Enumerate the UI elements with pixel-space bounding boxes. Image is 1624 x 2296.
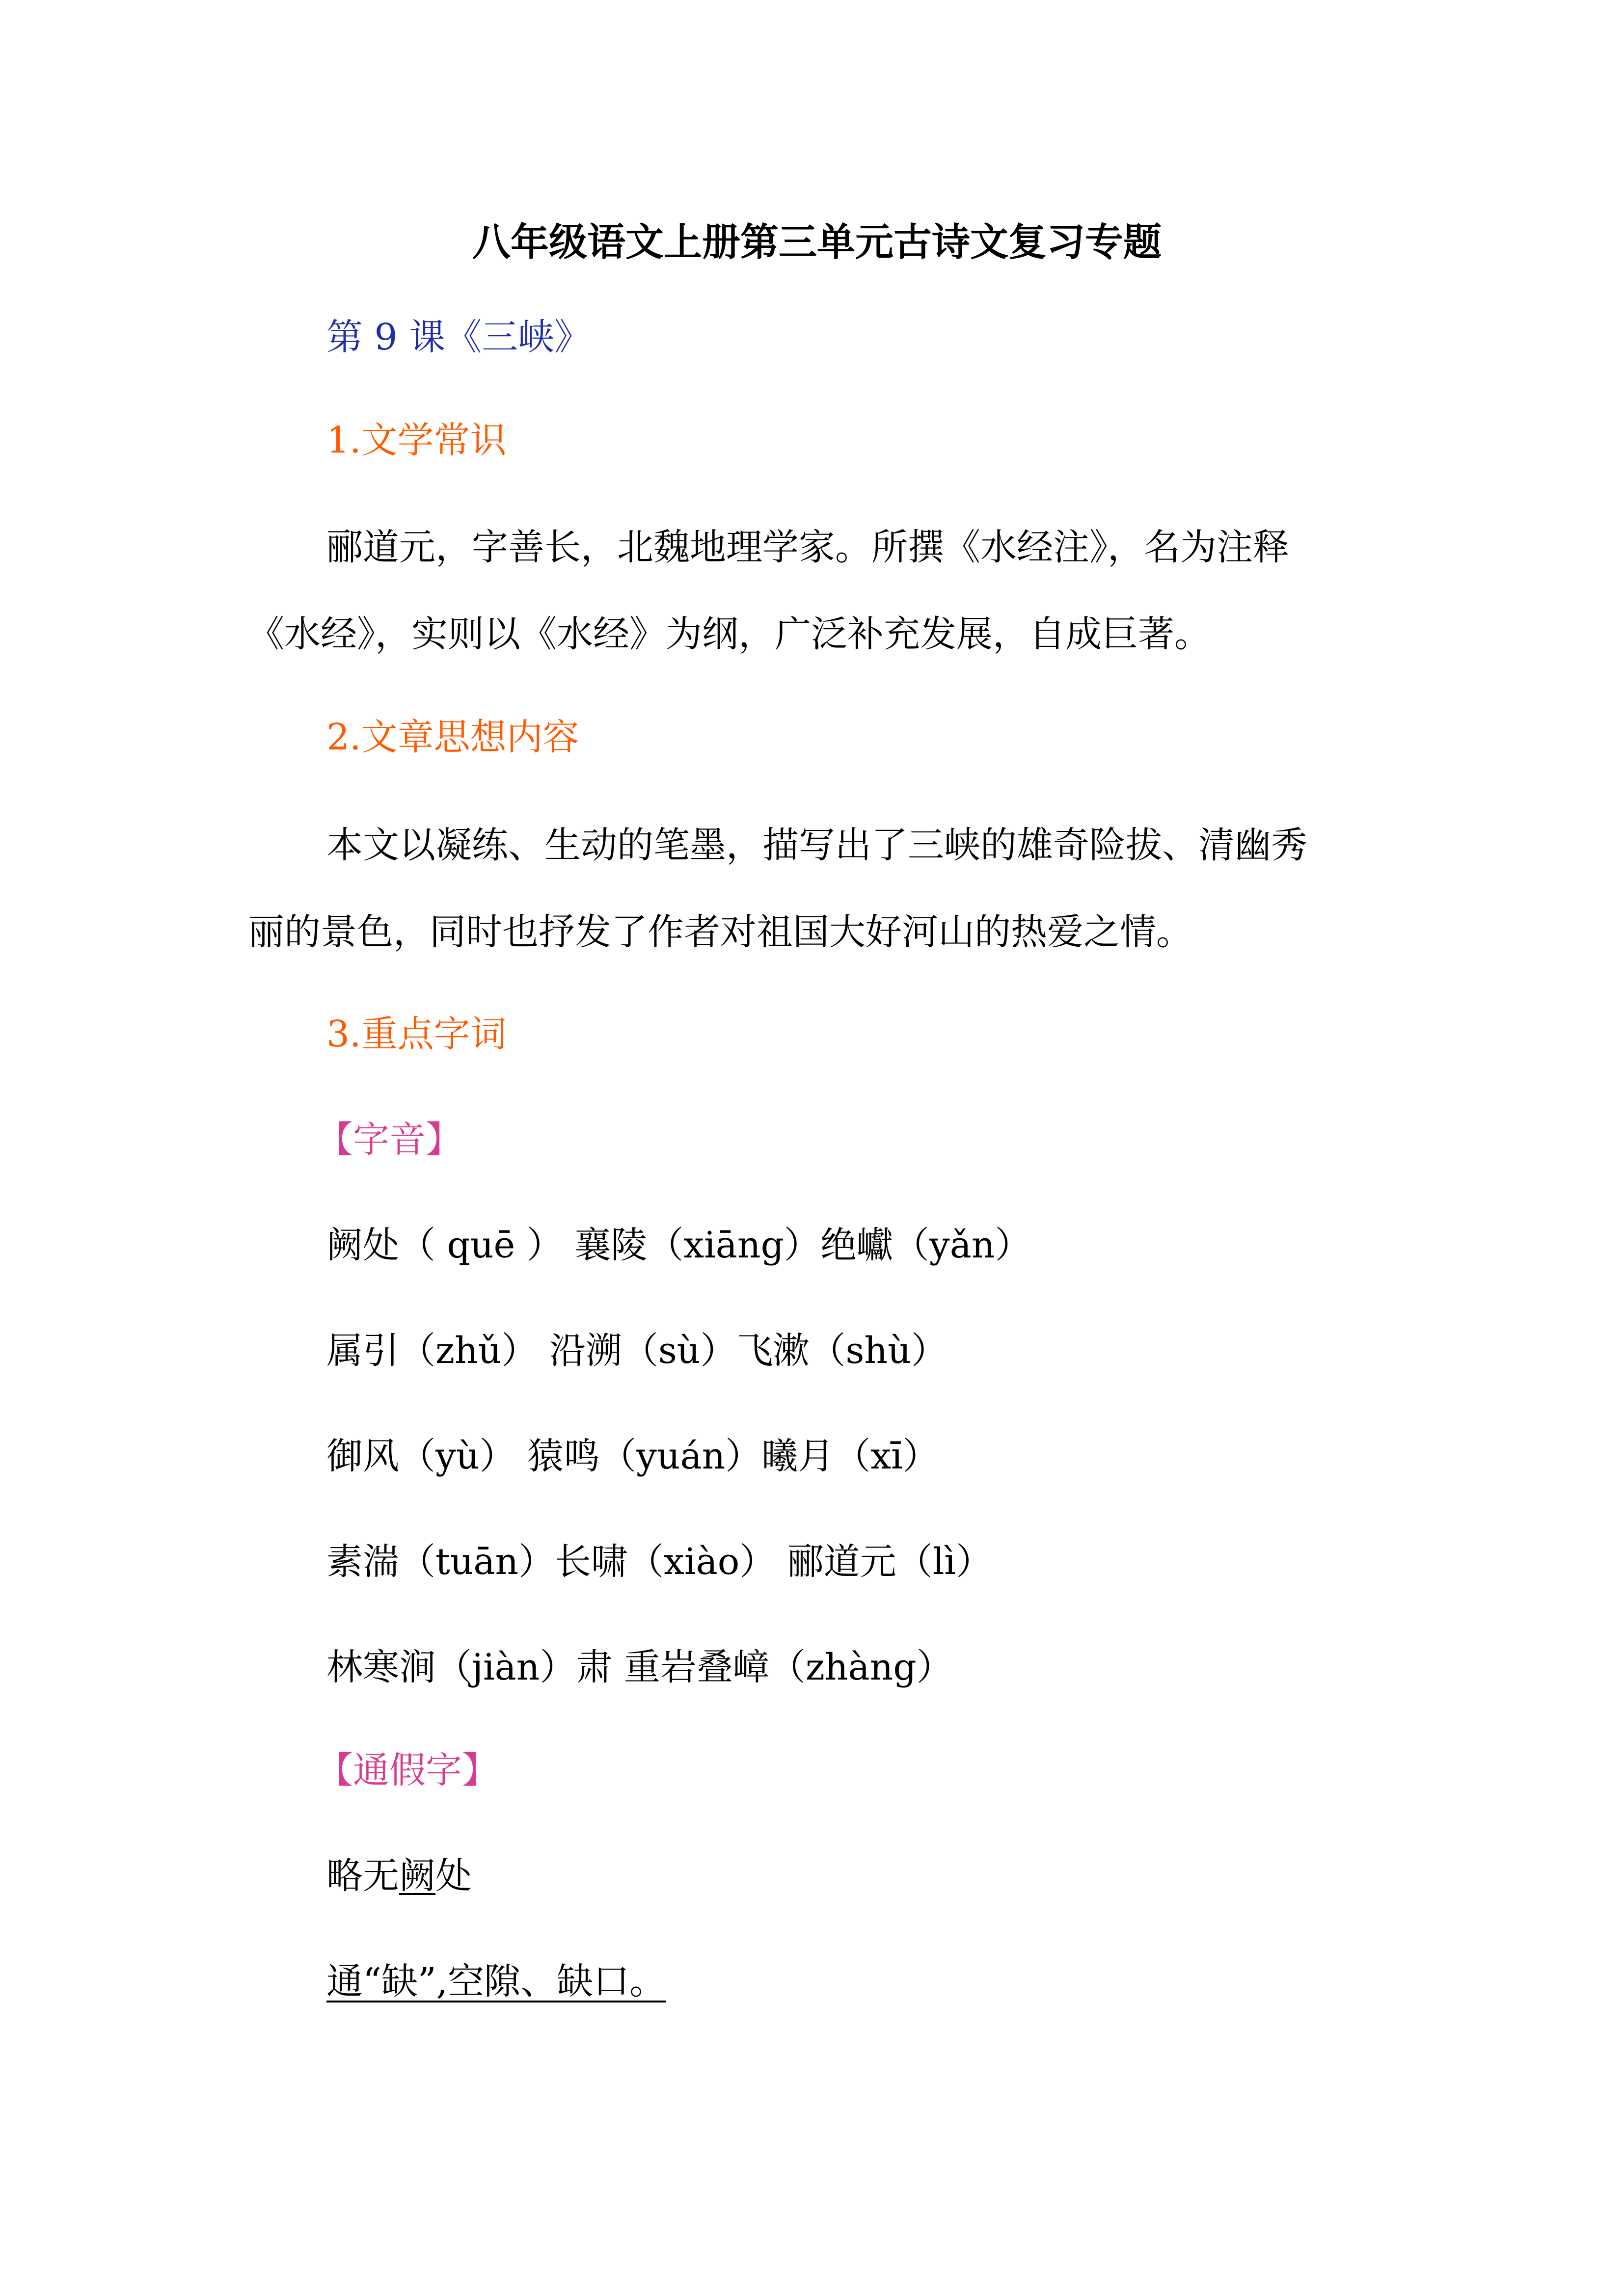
pronunciation-row: 御风（yù） 猿鸣（yuán）曦月（xī） (326, 1435, 939, 1477)
section-heading-key-words: 3.重点字词 (326, 1013, 507, 1055)
interchangeable-label: 【通假字】 (317, 1749, 498, 1791)
literary-knowledge-line-2: 《水经》，实则以《水经》为纲，广泛补充发展，自成巨著。 (248, 613, 1211, 655)
pronunciation-row: 素湍（tuān）长啸（xiào） 郦道元（lì） (326, 1541, 993, 1583)
example-after: 处 (435, 1855, 472, 1897)
example-before: 略无 (326, 1855, 399, 1897)
pronunciation-row: 林寒涧（jiàn）肃 重岩叠嶂（zhàng） (326, 1646, 953, 1688)
pronunciation-row: 属引（zhǔ） 沿溯（sù）飞漱（shù） (326, 1330, 947, 1372)
section-heading-content: 2.文章思想内容 (326, 716, 579, 758)
page-title: 八年级语文上册第三单元古诗文复习专题 (472, 220, 1162, 265)
interchangeable-example (326, 1855, 472, 1897)
content-line-1: 本文以凝练、生动的笔墨，描写出了三峡的雄奇险拔、清幽秀 (326, 824, 1307, 866)
example-highlight-char: 阙 (399, 1855, 435, 1897)
interchangeable-note: 通“缺”,空隙、缺口。 (326, 1960, 666, 2002)
pronunciation-label: 【字音】 (317, 1119, 462, 1161)
lesson-heading: 第 9 课《三峡》 (326, 316, 591, 358)
section-heading-literary-knowledge: 1.文学常识 (326, 419, 507, 461)
pronunciation-row: 阙处（ quē ） 襄陵（xiāng）绝巘（yǎn） (326, 1224, 1031, 1266)
content-line-2: 丽的景色，同时也抒发了作者对祖国大好河山的热爱之情。 (248, 911, 1192, 953)
literary-knowledge-line-1: 郦道元，字善长，北魏地理学家。所撰《水经注》，名为注释 (326, 526, 1289, 568)
